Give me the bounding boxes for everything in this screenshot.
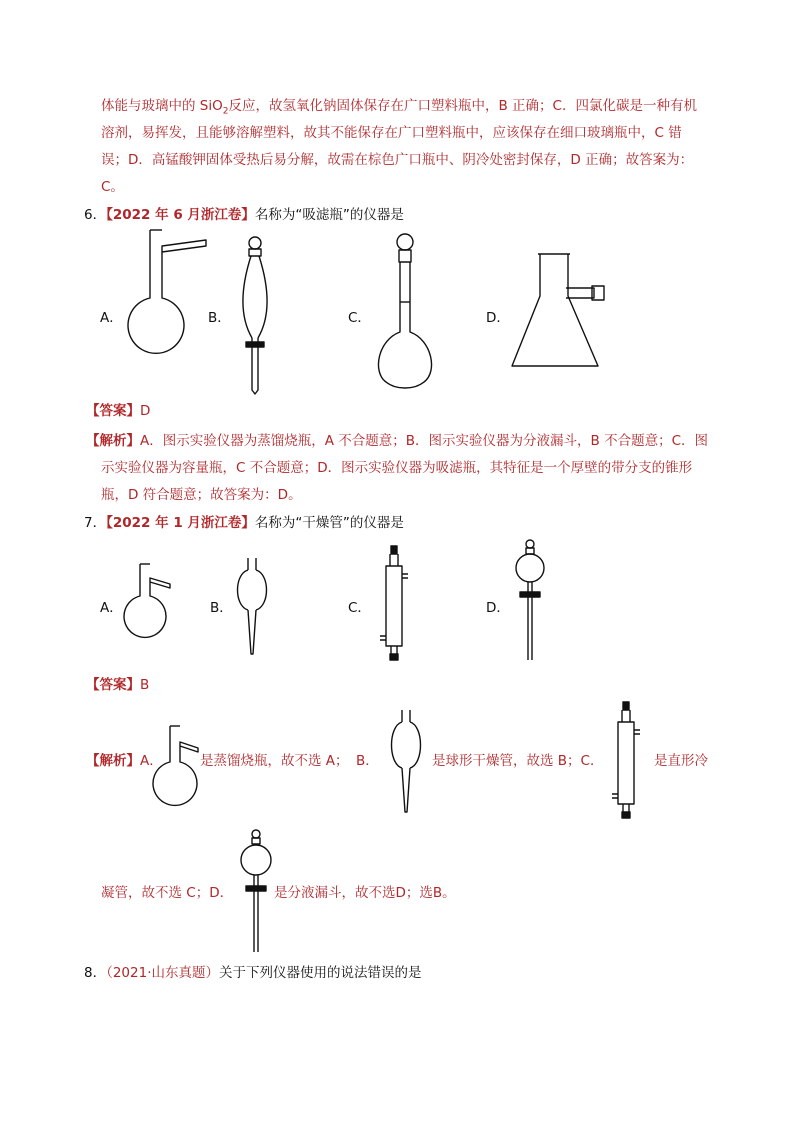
q7-analysis-seg-b: B． xyxy=(356,753,379,769)
question-source: （2021·山东真题） xyxy=(106,965,219,981)
q5-explanation-line1: 体能与玻璃中的 SiO$_2$反应，故氢氧化钠固体保存在广口塑料瓶中，B 正确；C．四氯化碳是一种有机 xyxy=(101,98,697,117)
straight-condenser-icon xyxy=(604,700,648,824)
q6-option-c-label: C． xyxy=(348,310,371,326)
question-7-stem xyxy=(84,514,404,532)
drying-tube-icon xyxy=(232,556,272,660)
question-source: 【2022 年 6 月浙江卷】 xyxy=(106,207,255,223)
drying-tube-icon xyxy=(386,708,430,816)
question-source: 【2022 年 1 月浙江卷】 xyxy=(106,515,255,531)
q7-analysis-line2-post: 是分液漏斗，故不选D；选B。 xyxy=(274,885,456,901)
volumetric-flask-icon xyxy=(370,232,440,392)
question-text: 关于下列仪器使用的说法错误的是 xyxy=(219,965,422,981)
distillation-flask-icon xyxy=(130,228,210,378)
q7-answer: 【答案】B xyxy=(86,677,150,693)
q7-option-b-label: B． xyxy=(210,600,233,616)
q6-option-b-label: B． xyxy=(208,310,231,326)
q6-option-a-label: A． xyxy=(100,310,123,326)
separatory-funnel-icon xyxy=(232,234,282,394)
q7-analysis-line2-pre: 凝管，故不选 C；D． xyxy=(101,885,234,901)
question-text: 名称为“干燥管”的仪器是 xyxy=(254,515,404,531)
q5-explanation-line3: 误；D．高锰酸钾固体受热后易分解，故需在棕色广口瓶中、阴冷处密封保存，D 正确；故答案为： xyxy=(101,152,694,168)
q7-option-a-label: A． xyxy=(100,600,123,616)
q6-option-d-label: D． xyxy=(486,310,510,326)
separatory-funnel-icon xyxy=(236,828,276,954)
question-number: 7． xyxy=(84,515,107,531)
straight-condenser-icon xyxy=(374,544,414,664)
q7-option-c-label: C． xyxy=(348,600,371,616)
q7-analysis-seg-c-text: 是直形冷 xyxy=(654,753,708,769)
q7-analysis-seg-b-text: 是球形干燥管，故选 B；C． xyxy=(432,753,604,769)
question-6-stem xyxy=(84,206,404,224)
q7-analysis-seg-a: 【解析】A． xyxy=(86,753,163,769)
q6-analysis-line2: 示实验仪器为容量瓶，C 不合题意；D．图示实验仪器为吸滤瓶，其特征是一个厚壁的带分支的锥形 xyxy=(101,460,693,476)
q6-answer: 【答案】D xyxy=(86,403,151,419)
q6-analysis-line1: 【解析】A．图示实验仪器为蒸馏烧瓶，A 不合题意；B．图示实验仪器为分液漏斗，B 不合题意；C．图 xyxy=(86,433,709,449)
question-number: 6． xyxy=(84,207,107,223)
question-text: 名称为“吸滤瓶”的仪器是 xyxy=(254,207,404,223)
question-number: 8． xyxy=(84,965,107,981)
distillation-flask-icon xyxy=(154,724,200,804)
question-8-stem xyxy=(84,964,422,982)
q7-analysis-seg-a-text: 是蒸馏烧瓶，故不选 A； xyxy=(200,753,349,769)
q5-explanation-line4: C。 xyxy=(101,179,124,195)
q7-option-d-label: D． xyxy=(486,600,510,616)
distillation-flask-icon xyxy=(124,562,174,642)
suction-flask-icon xyxy=(510,252,620,372)
q5-explanation-line2: 溶剂，易挥发，且能够溶解塑料，故其不能保存在广口塑料瓶中，应该保存在细口玻璃瓶中，C 错 xyxy=(101,125,682,141)
separatory-funnel-icon xyxy=(510,538,550,664)
q6-analysis-line3: 瓶，D 符合题意；故答案为：D。 xyxy=(101,487,302,503)
